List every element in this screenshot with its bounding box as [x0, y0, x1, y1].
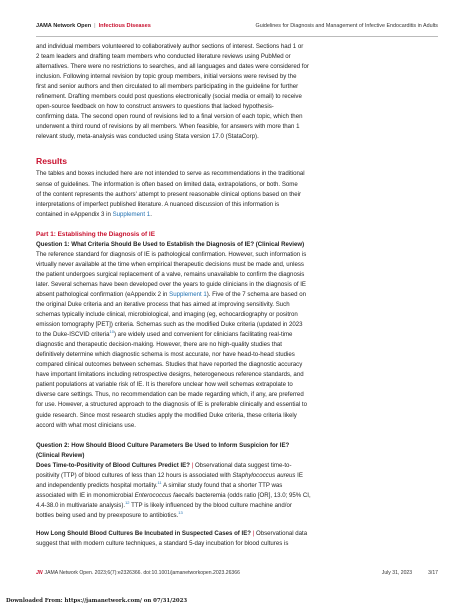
text-line: later. Several schemas have been developed over the years to guide clinicians in the diagnosis of IE: [36, 280, 306, 288]
text-line: compared clinical outcomes between schemas. Studies that have reported the diagnostic accuracy: [36, 361, 303, 369]
text-line: interpretations of imperfect published literature. A nuanced discussion of this information is: [36, 200, 280, 208]
header-left: [36, 23, 151, 29]
text-line: inclusion. Following internal revision by topic group members, initial versions were revised by the: [36, 73, 297, 81]
text-line: [36, 511, 438, 521]
text-line: The tables and boxes included here are not intended to serve as recommendations in the traditional: [36, 170, 305, 178]
text-line: [36, 330, 438, 340]
ttp-section: [36, 461, 438, 521]
text-line: have important limitations including retrospective designs, heterogeneous reference standards, and: [36, 371, 304, 379]
running-header: [36, 23, 438, 35]
subheading-bar: |: [191, 461, 194, 469]
text-span: A similar study found that a shorter TTP was: [161, 481, 283, 489]
part1-heading: Part 1: Establishing the Diagnosis of IE: [36, 230, 155, 238]
publication-date: July 31, 2023: [381, 570, 413, 576]
download-banner: Downloaded From: https://jamanetwork.com/ on 07/31/2023: [6, 598, 188, 604]
text-span: and independently predicts hospital mortality.: [36, 481, 158, 489]
text-span: TTP is likely influenced by the blood culture machine and/or: [129, 501, 292, 509]
text-span: bottles being used and by preexposure to antibiotics.: [36, 511, 179, 519]
text-span: Observational data: [254, 529, 308, 537]
subheading-bar: |: [252, 529, 255, 537]
text-span: .: [150, 210, 152, 218]
text-span: absent pathological confirmation (eAppendix 2 in: [36, 290, 170, 298]
page-number: 3/17: [428, 570, 438, 576]
text-line: The reference standard for diagnosis of IE is pathological confirmation. However, such information is: [36, 250, 307, 258]
text-line: diverse care settings. Thus, no recommendation can be made regarding which, if any, are preferred: [36, 391, 304, 399]
text-line: accord with what most clinicians use.: [36, 421, 136, 429]
text-line: of the content represents the authors' attempt to present reasonable clinical options based on their: [36, 190, 302, 198]
text-line: suggest that with modern culture techniques, a standard 5-day incubation for blood cultures is: [36, 540, 289, 548]
text-line: [36, 461, 438, 471]
journal-logo-icon: JN: [36, 570, 43, 576]
text-line: underwent a third round of revisions by all members. When feasible, for answers with more than 1: [36, 123, 300, 131]
text-span: positivity (TTP) of blood cultures of less than 12 hours is associated with: [36, 471, 233, 479]
supplement-link[interactable]: Supplement 1: [169, 290, 207, 298]
text-line: [36, 491, 438, 501]
text-span: contained in eAppendix 3 in: [36, 210, 113, 218]
text-span: ) are widely used and convenient for clinicians facilitating real-time: [113, 331, 293, 339]
text-line: [36, 471, 438, 481]
page-footer: [36, 570, 438, 580]
reference-link[interactable]: 12: [125, 499, 130, 505]
text-line: [36, 481, 438, 491]
reference-link[interactable]: 10: [109, 329, 114, 335]
reference-link[interactable]: 13: [178, 509, 183, 515]
text-line: and individual members volunteered to collaboratively author sections of interest. Sections had 1 or: [36, 43, 304, 50]
article-body: [36, 42, 438, 549]
text-span: ). Five of the 7 schema are based on: [206, 290, 306, 298]
ttp-subheading: Does Time-to-Positivity of Blood Cultures Predict IE?: [36, 461, 190, 469]
section-name[interactable]: Infectious Diseases: [98, 23, 151, 29]
text-line: patient populations at variable risk of IE. It is therefore unclear how well schemas extrapolate to: [36, 381, 293, 389]
results-intro: [36, 169, 438, 219]
header-separator: |: [94, 23, 96, 29]
text-line: the patient undergoes surgical replacement of a valve, remains unavailable to confirm the diagnosis: [36, 270, 305, 278]
text-line: emission tomography [PET]) criteria. Schemas such as the modified Duke criteria (updated in 2023: [36, 321, 303, 329]
organism-name: Enterococcus faecalis: [134, 491, 194, 499]
text-line: open-source feedback on how to construct answers to questions that lacked hypothesis-: [36, 103, 274, 111]
question1-body: [36, 250, 438, 431]
footer-citation: JAMA Network Open. 2023;6(7):e2326366. doi:10.1001/jamanetworkopen.2023.26366: [44, 570, 240, 576]
text-span: bacteremia (odds ratio [OR], 13.0; 95% CI,: [193, 491, 311, 499]
text-line: sense of guidelines. The information is often based on limited data, extrapolations, or both. Some: [36, 180, 298, 188]
article-short-title: Guidelines for Diagnosis and Management of Infective Endocarditis in Adults: [255, 23, 438, 29]
results-heading: Results: [36, 156, 68, 167]
text-span: 4.4-38.0 in multivariate analysis).: [36, 501, 126, 509]
text-line: [36, 290, 438, 300]
text-span: associated with IE in monomicrobial: [36, 491, 135, 499]
text-line: refinement. Drafting members could post questions electronically (social media or email) to receive: [36, 93, 302, 101]
text-span: Observational data suggest time-to-: [193, 461, 292, 469]
journal-name: JAMA Network Open: [36, 23, 92, 29]
text-line: the original Duke criteria and an iterative process that has aimed at improving sensitivity. Such: [36, 300, 290, 308]
text-line: [36, 529, 438, 539]
text-line: for use. However, a structured approach to the diagnosis of IE is preferable clinically and essential to: [36, 401, 307, 409]
text-line: schemas typically include clinical, microbiological, and imaging (eg, echocardiography or positron: [36, 311, 298, 319]
text-line: relevant study, meta-analysis was conducted using Stata version 17.0 (StataCorp).: [36, 133, 259, 141]
text-line: [36, 210, 438, 220]
methods-continuation: [36, 42, 438, 142]
header-divider: [36, 36, 438, 37]
question2-heading-cont: (Clinical Review): [36, 451, 85, 459]
reference-link[interactable]: 11: [157, 479, 162, 485]
text-line: first and senior authors and then circulated to all members participating in the guideline for further: [36, 83, 299, 91]
question1-heading: Question 1: What Criteria Should Be Used to Establish the Diagnosis of IE? (Clinical Review): [36, 240, 305, 248]
text-line: definitively determine which diagnostic schema is most accurate, nor have head-to-head studies: [36, 351, 295, 359]
text-line: diagnostic and therapeutic decision-making. However, there are no high-quality studies that: [36, 341, 282, 349]
footer-citation-block: [36, 570, 240, 576]
organism-name: Staphylococcus aureus: [232, 471, 296, 479]
text-line: [36, 501, 438, 511]
text-line: 2 team leaders and drafting team members who conducted literature reviews using PubMed or: [36, 53, 291, 61]
text-span: IE: [295, 471, 303, 479]
text-line: guide research. Since most research studies apply the modified Duke criteria, these criteria likely: [36, 411, 297, 419]
footer-meta: [366, 570, 438, 576]
incubation-section: [36, 529, 438, 549]
supplement-link[interactable]: Supplement 1: [112, 210, 151, 218]
text-line: virtually never available at the time when empirical therapeutic decisions must be made and, unless: [36, 260, 304, 268]
text-line: confirming data. The second open round of revisions led to a final version of each topic, which then: [36, 113, 303, 121]
question2-heading: Question 2: How Should Blood Culture Parameters Be Used to Inform Suspicion for IE?: [36, 441, 290, 449]
text-span: to the Duke-ISCVID criteria: [36, 331, 110, 339]
incubation-subheading: How Long Should Blood Cultures Be Incubated in Suspected Cases of IE?: [36, 529, 251, 537]
text-line: alternatives. There were no restrictions to searches, and all languages and dates were considered for: [36, 63, 309, 71]
